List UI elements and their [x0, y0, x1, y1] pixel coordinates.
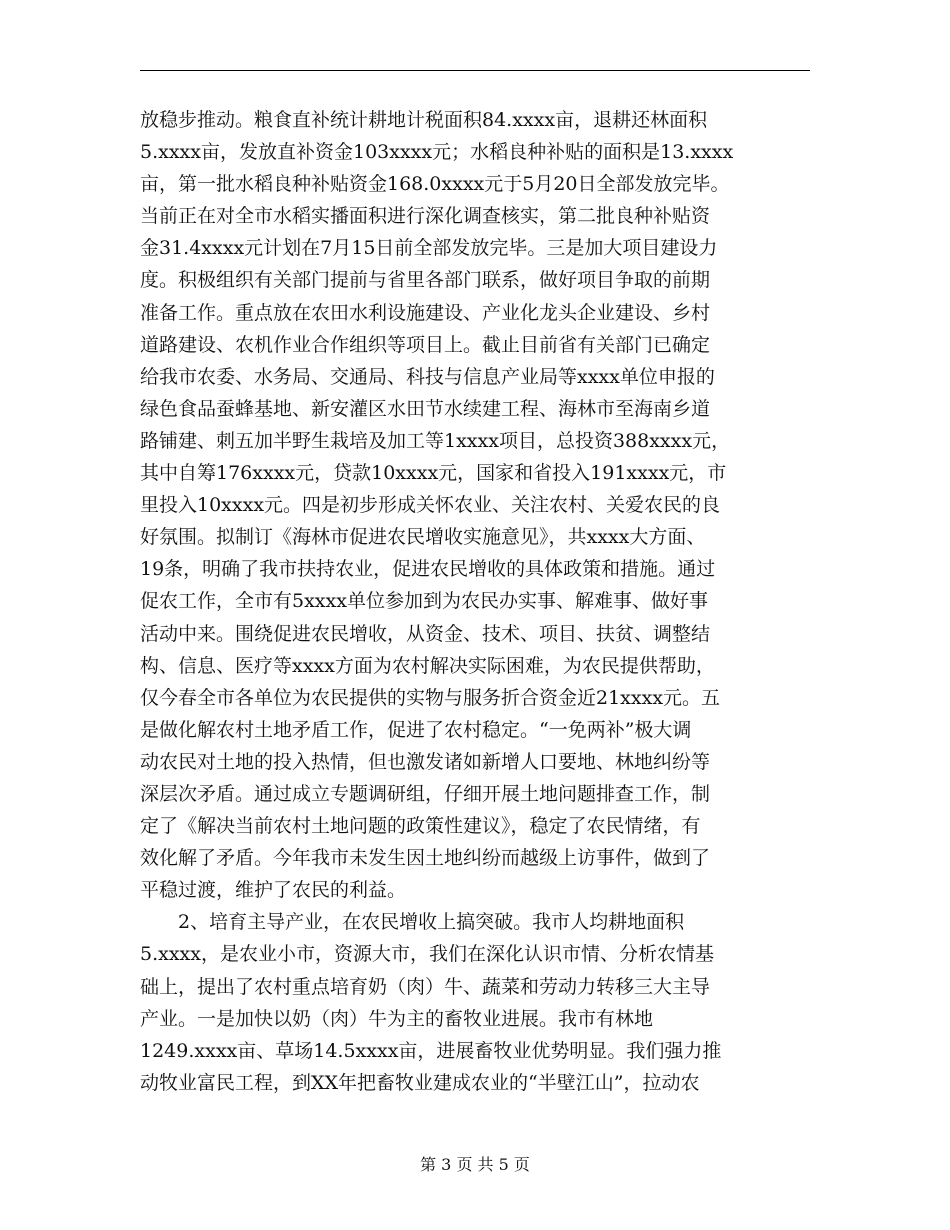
text-line: 深层次矛盾。通过成立专题调研组，仔细开展土地问题排查工作，制 — [140, 782, 711, 805]
text-line: 好氛围。拟制订《海林市促进农民增收实施意见》，共xxxx大方面、 — [140, 526, 706, 549]
text-line: 路铺建、刺五加半野生栽培及加工等1xxxx项目，总投资388xxxx元， — [140, 429, 731, 452]
text-line: 当前正在对全市水稻实播面积进行深化调查核实，第二批良种补贴资 — [140, 205, 711, 228]
text-line: 础上，提出了农村重点培育奶（肉）牛、蔬菜和劳动力转移三大主导 — [140, 975, 711, 998]
text-line: 金31.4xxxx元计划在7月15日前全部发放完毕。三是加大项目建设力 — [140, 237, 718, 260]
body-text — [140, 104, 810, 1099]
text-line: 平稳过渡，维护了农民的利益。 — [140, 879, 407, 902]
text-line: 绿色食品蚕蜂基地、新安灌区水田节水续建工程、海林市至海南乡道 — [140, 397, 711, 420]
text-line: 放稳步推动。粮食直补统计耕地计税面积84.xxxx亩，退耕还林面积 — [140, 109, 708, 131]
text-line: 是做化解农村土地矛盾工作，促进了农村稳定。“一免两补”极大调 — [140, 718, 692, 741]
page-number: 第 3 页 共 5 页 — [420, 1155, 530, 1174]
text-line: 动牧业富民工程，到XX年把畜牧业建成农业的“半壁江山”，拉动农 — [140, 1071, 700, 1094]
text-line: 度。积极组织有关部门提前与省里各部门联系，做好项目争取的前期 — [140, 269, 711, 292]
text-line: 构、信息、医疗等xxxx方面为农村解决实际困难，为农民提供帮助， — [140, 654, 715, 677]
text-line: 动农民对土地的投入热情，但也激发诸如新增人口要地、林地纠纷等 — [140, 750, 711, 773]
text-line: 2、培育主导产业，在农民增收上搞突破。我市人均耕地面积 — [140, 911, 685, 934]
text-line: 活动中来。围绕促进农民增收，从资金、技术、项目、扶贫、调整结 — [140, 622, 711, 645]
text-line: 里投入10xxxx元。四是初步形成关怀农业、关注农村、关爱农民的良 — [140, 494, 721, 517]
text-line: 效化解了矛盾。今年我市未发生因土地纠纷而越级上访事件，做到了 — [140, 847, 711, 870]
text-line: 19条，明确了我市扶持农业，促进农民增收的具体政策和措施。通过 — [140, 558, 716, 581]
text-line: 促农工作，全市有5xxxx单位参加到为农民办实事、解难事、做好事 — [140, 590, 708, 613]
text-line: 其中自筹176xxxx元，贷款10xxxx元，国家和省投入191xxxx元，市 — [140, 462, 727, 485]
text-line: 5.xxxx，是农业小市，资源大市，我们在深化认识市情、分析农情基 — [140, 943, 714, 966]
text-line: 定了《解决当前农村土地问题的政策性建议》，稳定了农民情绪，有 — [140, 815, 701, 838]
text-line: 产业。一是加快以奶（肉）牛为主的畜牧业进展。我市有林地 — [140, 1007, 654, 1030]
text-line: 仅今春全市各单位为农民提供的实物与服务折合资金近21xxxx元。五 — [140, 686, 721, 709]
text-line: 道路建设、农机作业合作组织等项目上。截止目前省有关部门已确定 — [140, 333, 711, 356]
text-line: 亩，第一批水稻良种补贴资金168.0xxxx元于5月20日全部发放完毕。 — [140, 173, 730, 196]
header-rule — [140, 70, 810, 71]
text-line: 5.xxxx亩，发放直补资金103xxxx元；水稻良种补贴的面积是13.xxxx — [140, 141, 734, 164]
text-line: 给我市农委、水务局、交通局、科技与信息产业局等xxxx单位申报的 — [140, 365, 715, 388]
text-line: 1249.xxxx亩、草场14.5xxxx亩，进展畜牧业优势明显。我们强力推 — [140, 1039, 722, 1062]
text-line: 准备工作。重点放在农田水利设施建设、产业化龙头企业建设、乡村 — [140, 301, 711, 324]
